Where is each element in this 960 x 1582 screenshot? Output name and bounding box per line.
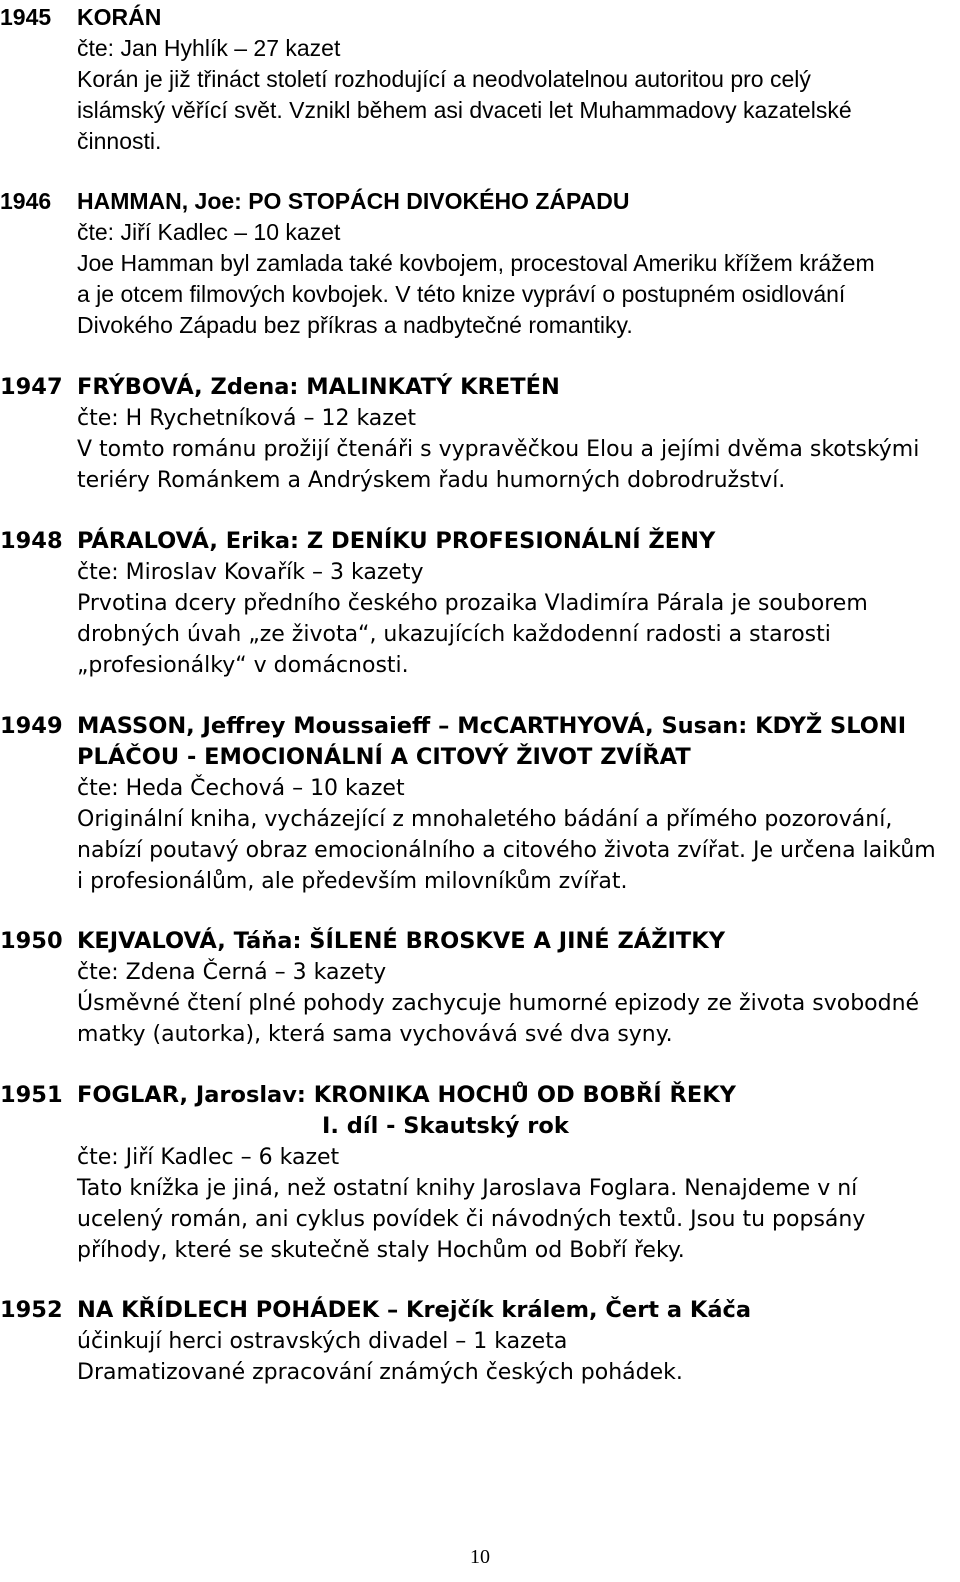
entry-number: 1950 — [0, 928, 63, 954]
entry-description-line: Divokého Západu bez příkras a nadbytečné romantiky. — [77, 312, 633, 338]
entry-description-line: i profesionálům, ale především milovníkům zvířat. — [77, 869, 628, 894]
entry-reader: čte: Jan Hyhlík – 27 kazet — [77, 35, 341, 61]
entry-reader: čte: Jiří Kadlec – 6 kazet — [77, 1145, 340, 1170]
entry-description-line: „profesionálky“ v domácnosti. — [77, 653, 409, 678]
entry-description-line: drobných úvah „ze života“, ukazujících každodenní radosti a starosti — [77, 622, 831, 647]
catalog-entry — [0, 526, 958, 681]
entry-description-line: Dramatizované zpracování známých českých pohádek. — [77, 1360, 683, 1385]
entry-description-line: Originální kniha, vycházející z mnohaletého bádání a přímého pozorování, — [77, 807, 893, 832]
entry-description-line: příhody, které se skutečně staly Hochům od Bobří řeky. — [77, 1238, 685, 1263]
entry-reader: čte: Zdena Černá – 3 kazety — [77, 960, 387, 985]
entry-number: 1947 — [0, 374, 63, 400]
catalog-entry — [0, 1080, 958, 1266]
entry-title: KEJVALOVÁ, Táňa: ŠÍLENÉ BROSKVE A JINÉ ZÁŽITKY — [77, 928, 725, 954]
entry-title: KORÁN — [77, 4, 162, 30]
entry-title: PÁRALOVÁ, Erika: Z DENÍKU PROFESIONÁLNÍ ŽENY — [77, 528, 716, 554]
entry-description-line: teriéry Románkem a Andrýskem řadu humorných dobrodružství. — [77, 468, 786, 493]
page-number: 10 — [470, 1546, 490, 1568]
entry-description-line: nabízí poutavý obraz emocionálního a citového života zvířat. Je určena laikům — [77, 838, 936, 863]
entry-description-line: Korán je již třináct století rozhodující a neodvolatelnou autoritou pro celý — [77, 66, 811, 92]
entry-title: HAMMAN, Joe: PO STOPÁCH DIVOKÉHO ZÁPADU — [77, 188, 630, 214]
entry-description-line: ucelený román, ani cyklus povídek či návodných textů. Jsou tu popsány — [77, 1207, 866, 1232]
catalog-entry — [0, 926, 958, 1050]
entry-description-line: a je otcem filmových kovbojek. V této knize vypráví o postupném osidlování — [77, 281, 846, 307]
catalog-entry — [0, 372, 958, 496]
entry-number: 1946 — [0, 188, 52, 214]
catalog-entry — [0, 1295, 958, 1388]
entry-description-line: činnosti. — [77, 128, 162, 154]
entry-number: 1952 — [0, 1297, 63, 1323]
entry-reader: čte: H Rychetníková – 12 kazet — [77, 406, 416, 431]
entry-description-line: Tato knížka je jiná, než ostatní knihy Jaroslava Foglara. Nenajdeme v ní — [77, 1176, 858, 1201]
entry-number: 1949 — [0, 713, 63, 739]
entry-subtitle: I. díl - Skautský rok — [322, 1113, 569, 1139]
entry-description-line: Joe Hamman byl zamlada také kovbojem, procestoval Ameriku křížem krážem — [77, 250, 875, 276]
entry-reader: účinkují herci ostravských divadel – 1 kazeta — [77, 1329, 568, 1354]
entry-number: 1945 — [0, 4, 52, 30]
entry-title: FRÝBOVÁ, Zdena: MALINKATÝ KRETÉN — [77, 374, 560, 400]
entry-number: 1951 — [0, 1082, 63, 1108]
catalog-entry — [0, 2, 958, 157]
entry-reader: čte: Miroslav Kovařík – 3 kazety — [77, 560, 424, 585]
entry-description-line: matky (autorka), která sama vychovává své dva syny. — [77, 1022, 673, 1047]
catalog-entry — [0, 186, 958, 341]
entry-title: FOGLAR, Jaroslav: KRONIKA HOCHŮ OD BOBŘÍ ŘEKY — [77, 1082, 736, 1108]
entry-description-line: islámský věřící svět. Vznikl během asi dvaceti let Muhammadovy kazatelské — [77, 97, 852, 123]
entry-description-line: Prvotina dcery předního českého prozaika Vladimíra Párala je souborem — [77, 591, 868, 616]
entry-title: NA KŘÍDLECH POHÁDEK – Krejčík králem, Čert a Káča — [77, 1297, 752, 1323]
entry-title-continued: PLÁČOU - EMOCIONÁLNÍ A CITOVÝ ŽIVOT ZVÍŘAT — [77, 744, 691, 770]
catalog-entry — [0, 711, 958, 897]
entry-number: 1948 — [0, 528, 63, 554]
entry-title: MASSON, Jeffrey Moussaieff – McCARTHYOVÁ, Susan: KDYŽ SLONI — [77, 713, 907, 739]
entry-description-line: Úsměvné čtení plné pohody zachycuje humorné epizody ze života svobodné — [77, 991, 920, 1016]
entry-reader: čte: Jiří Kadlec – 10 kazet — [77, 219, 341, 245]
entry-description-line: V tomto románu prožijí čtenáři s vypravěčkou Elou a jejími dvěma skotskými — [77, 437, 920, 462]
entry-reader: čte: Heda Čechová – 10 kazet — [77, 776, 405, 801]
